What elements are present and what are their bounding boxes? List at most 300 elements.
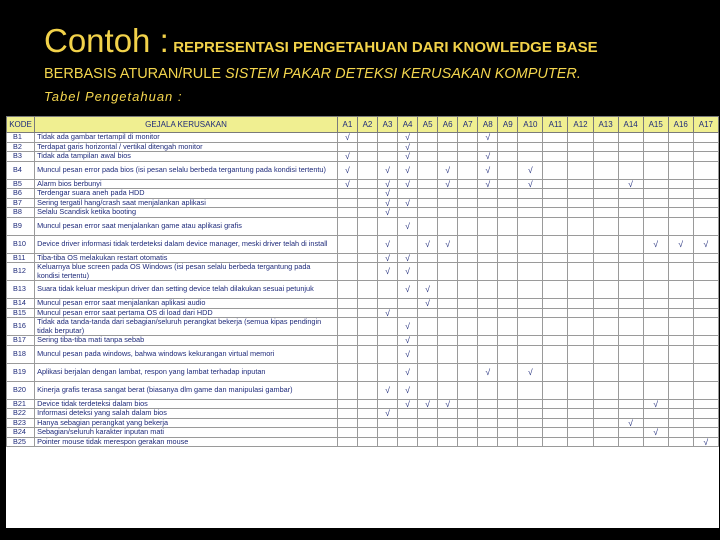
row-kode: B14: [7, 299, 35, 309]
empty-cell: [418, 318, 438, 336]
empty-cell: [618, 217, 643, 235]
check-mark: √: [438, 161, 458, 179]
empty-cell: [357, 179, 377, 189]
row-kode: B25: [7, 437, 35, 447]
row-kode: B4: [7, 161, 35, 179]
empty-cell: [543, 318, 568, 336]
empty-cell: [568, 189, 593, 199]
empty-cell: [668, 281, 693, 299]
empty-cell: [458, 263, 478, 281]
empty-cell: [568, 198, 593, 208]
row-kode: B10: [7, 235, 35, 253]
row-kode: B5: [7, 179, 35, 189]
empty-cell: [478, 308, 498, 318]
empty-cell: [668, 437, 693, 447]
check-mark: √: [478, 363, 498, 381]
empty-cell: [418, 381, 438, 399]
empty-cell: [438, 308, 458, 318]
table-row: [7, 208, 719, 218]
table-row: [7, 381, 719, 399]
empty-cell: [458, 142, 478, 152]
knowledge-table-container: [6, 116, 719, 528]
empty-cell: [643, 437, 668, 447]
empty-cell: [378, 318, 398, 336]
empty-cell: [618, 437, 643, 447]
empty-cell: [618, 363, 643, 381]
check-mark: √: [398, 399, 418, 409]
check-mark: √: [378, 308, 398, 318]
empty-cell: [478, 318, 498, 336]
empty-cell: [518, 409, 543, 419]
empty-cell: [543, 399, 568, 409]
empty-cell: [568, 263, 593, 281]
empty-cell: [543, 217, 568, 235]
empty-cell: [568, 399, 593, 409]
empty-cell: [618, 345, 643, 363]
check-mark: √: [418, 299, 438, 309]
empty-cell: [478, 235, 498, 253]
check-mark: √: [478, 133, 498, 143]
empty-cell: [458, 253, 478, 263]
empty-cell: [543, 142, 568, 152]
empty-cell: [668, 308, 693, 318]
empty-cell: [438, 418, 458, 428]
header-a15: A15: [643, 117, 668, 133]
empty-cell: [543, 308, 568, 318]
header-a8: A8: [478, 117, 498, 133]
empty-cell: [593, 179, 618, 189]
empty-cell: [418, 409, 438, 419]
empty-cell: [693, 336, 718, 346]
slide-title: [44, 22, 598, 60]
row-gejala: Informasi deteksi yang salah dalam bios: [35, 409, 338, 419]
empty-cell: [693, 345, 718, 363]
header-a7: A7: [458, 117, 478, 133]
check-mark: √: [337, 152, 357, 162]
row-gejala: Sebagian/seluruh karakter inputan mati: [35, 428, 338, 438]
header-a11: A11: [543, 117, 568, 133]
empty-cell: [418, 142, 438, 152]
empty-cell: [543, 381, 568, 399]
row-kode: B8: [7, 208, 35, 218]
empty-cell: [668, 318, 693, 336]
check-mark: √: [618, 179, 643, 189]
empty-cell: [568, 381, 593, 399]
empty-cell: [668, 198, 693, 208]
empty-cell: [568, 428, 593, 438]
empty-cell: [458, 179, 478, 189]
check-mark: √: [337, 179, 357, 189]
row-kode: B13: [7, 281, 35, 299]
empty-cell: [438, 189, 458, 199]
header-a16: A16: [668, 117, 693, 133]
empty-cell: [357, 318, 377, 336]
empty-cell: [337, 363, 357, 381]
empty-cell: [693, 409, 718, 419]
empty-cell: [357, 198, 377, 208]
row-gejala: Sering tiba-tiba mati tanpa sebab: [35, 336, 338, 346]
empty-cell: [618, 308, 643, 318]
table-row: [7, 189, 719, 199]
table-row: [7, 299, 719, 309]
empty-cell: [438, 152, 458, 162]
empty-cell: [593, 363, 618, 381]
empty-cell: [643, 299, 668, 309]
empty-cell: [568, 253, 593, 263]
empty-cell: [337, 418, 357, 428]
empty-cell: [357, 399, 377, 409]
row-gejala: Aplikasi berjalan dengan lambat, respon yang lambat terhadap inputan: [35, 363, 338, 381]
empty-cell: [357, 336, 377, 346]
empty-cell: [478, 409, 498, 419]
empty-cell: [357, 133, 377, 143]
empty-cell: [478, 189, 498, 199]
empty-cell: [518, 428, 543, 438]
check-mark: √: [398, 253, 418, 263]
empty-cell: [693, 381, 718, 399]
empty-cell: [498, 198, 518, 208]
check-mark: √: [398, 318, 418, 336]
check-mark: √: [418, 399, 438, 409]
check-mark: √: [378, 198, 398, 208]
empty-cell: [568, 437, 593, 447]
empty-cell: [518, 217, 543, 235]
empty-cell: [378, 336, 398, 346]
empty-cell: [643, 179, 668, 189]
empty-cell: [668, 363, 693, 381]
row-kode: B9: [7, 217, 35, 235]
check-mark: √: [378, 235, 398, 253]
empty-cell: [568, 235, 593, 253]
empty-cell: [668, 152, 693, 162]
empty-cell: [337, 381, 357, 399]
row-gejala: Kinerja grafis terasa sangat berat (biasanya dlm game dan manipulasi gambar): [35, 381, 338, 399]
empty-cell: [643, 133, 668, 143]
empty-cell: [643, 189, 668, 199]
check-mark: √: [398, 336, 418, 346]
row-gejala: Device driver informasi tidak terdeteksi dalam device manager, meski driver telah di install: [35, 235, 338, 253]
empty-cell: [418, 437, 438, 447]
empty-cell: [543, 179, 568, 189]
empty-cell: [357, 299, 377, 309]
empty-cell: [543, 133, 568, 143]
empty-cell: [498, 308, 518, 318]
empty-cell: [618, 142, 643, 152]
empty-cell: [458, 318, 478, 336]
empty-cell: [543, 253, 568, 263]
empty-cell: [398, 418, 418, 428]
empty-cell: [643, 336, 668, 346]
empty-cell: [357, 161, 377, 179]
row-kode: B6: [7, 189, 35, 199]
empty-cell: [518, 381, 543, 399]
empty-cell: [543, 161, 568, 179]
row-gejala: Muncul pesan pada windows, bahwa windows kekurangan virtual memori: [35, 345, 338, 363]
slide-subtitle: [44, 66, 581, 82]
empty-cell: [478, 428, 498, 438]
empty-cell: [498, 217, 518, 235]
empty-cell: [518, 142, 543, 152]
slide-title-sub: REPRESENTASI PENGETAHUAN DARI KNOWLEDGE BASE: [173, 39, 598, 56]
check-mark: √: [378, 381, 398, 399]
empty-cell: [568, 336, 593, 346]
empty-cell: [668, 161, 693, 179]
empty-cell: [593, 299, 618, 309]
empty-cell: [418, 363, 438, 381]
empty-cell: [458, 336, 478, 346]
empty-cell: [498, 399, 518, 409]
empty-cell: [693, 133, 718, 143]
row-kode: B23: [7, 418, 35, 428]
empty-cell: [618, 399, 643, 409]
empty-cell: [543, 409, 568, 419]
check-mark: √: [643, 399, 668, 409]
empty-cell: [357, 263, 377, 281]
empty-cell: [593, 409, 618, 419]
empty-cell: [478, 418, 498, 428]
check-mark: √: [398, 142, 418, 152]
empty-cell: [668, 336, 693, 346]
empty-cell: [498, 179, 518, 189]
row-gejala: Hanya sebagian perangkat yang bekerja: [35, 418, 338, 428]
empty-cell: [337, 299, 357, 309]
empty-cell: [378, 133, 398, 143]
empty-cell: [398, 208, 418, 218]
empty-cell: [518, 299, 543, 309]
check-mark: √: [398, 179, 418, 189]
empty-cell: [438, 253, 458, 263]
empty-cell: [618, 161, 643, 179]
empty-cell: [643, 363, 668, 381]
empty-cell: [568, 152, 593, 162]
empty-cell: [498, 318, 518, 336]
empty-cell: [378, 437, 398, 447]
empty-cell: [518, 235, 543, 253]
row-kode: B2: [7, 142, 35, 152]
empty-cell: [668, 253, 693, 263]
empty-cell: [337, 318, 357, 336]
empty-cell: [593, 418, 618, 428]
empty-cell: [398, 189, 418, 199]
empty-cell: [693, 152, 718, 162]
empty-cell: [568, 281, 593, 299]
empty-cell: [668, 428, 693, 438]
empty-cell: [518, 399, 543, 409]
empty-cell: [438, 142, 458, 152]
empty-cell: [668, 409, 693, 419]
table-row: [7, 318, 719, 336]
table-row: [7, 217, 719, 235]
header-a9: A9: [498, 117, 518, 133]
empty-cell: [438, 208, 458, 218]
empty-cell: [543, 263, 568, 281]
table-row: [7, 437, 719, 447]
header-a17: A17: [693, 117, 718, 133]
empty-cell: [478, 336, 498, 346]
empty-cell: [478, 281, 498, 299]
empty-cell: [357, 409, 377, 419]
header-a2: A2: [357, 117, 377, 133]
empty-cell: [438, 409, 458, 419]
row-gejala: Terdapat garis horizontal / vertikal ditengah monitor: [35, 142, 338, 152]
row-gejala: Device tidak terdeteksi dalam bios: [35, 399, 338, 409]
empty-cell: [593, 142, 618, 152]
empty-cell: [518, 345, 543, 363]
empty-cell: [478, 437, 498, 447]
empty-cell: [337, 281, 357, 299]
empty-cell: [568, 363, 593, 381]
empty-cell: [498, 133, 518, 143]
empty-cell: [418, 198, 438, 208]
empty-cell: [593, 437, 618, 447]
row-gejala: Alarm bios berbunyi: [35, 179, 338, 189]
empty-cell: [693, 281, 718, 299]
check-mark: √: [337, 133, 357, 143]
empty-cell: [543, 345, 568, 363]
empty-cell: [618, 263, 643, 281]
empty-cell: [438, 345, 458, 363]
row-gejala: Tiba-tiba OS melakukan restart otomatis: [35, 253, 338, 263]
empty-cell: [418, 345, 438, 363]
empty-cell: [498, 281, 518, 299]
empty-cell: [498, 418, 518, 428]
empty-cell: [518, 189, 543, 199]
empty-cell: [593, 336, 618, 346]
empty-cell: [418, 253, 438, 263]
check-mark: √: [668, 235, 693, 253]
empty-cell: [568, 418, 593, 428]
empty-cell: [337, 409, 357, 419]
row-kode: B11: [7, 253, 35, 263]
empty-cell: [337, 253, 357, 263]
check-mark: √: [378, 409, 398, 419]
table-row: [7, 263, 719, 281]
empty-cell: [378, 418, 398, 428]
empty-cell: [593, 399, 618, 409]
check-mark: √: [398, 198, 418, 208]
empty-cell: [458, 428, 478, 438]
check-mark: √: [438, 179, 458, 189]
empty-cell: [458, 152, 478, 162]
empty-cell: [498, 263, 518, 281]
empty-cell: [643, 217, 668, 235]
empty-cell: [498, 189, 518, 199]
empty-cell: [438, 363, 458, 381]
empty-cell: [438, 381, 458, 399]
empty-cell: [478, 381, 498, 399]
row-kode: B18: [7, 345, 35, 363]
empty-cell: [418, 217, 438, 235]
empty-cell: [438, 198, 458, 208]
check-mark: √: [398, 263, 418, 281]
check-mark: √: [518, 179, 543, 189]
empty-cell: [543, 189, 568, 199]
empty-cell: [693, 198, 718, 208]
empty-cell: [543, 437, 568, 447]
check-mark: √: [518, 363, 543, 381]
table-row: [7, 235, 719, 253]
empty-cell: [618, 133, 643, 143]
empty-cell: [693, 179, 718, 189]
check-mark: √: [337, 161, 357, 179]
check-mark: √: [378, 189, 398, 199]
empty-cell: [618, 409, 643, 419]
empty-cell: [438, 428, 458, 438]
row-kode: B21: [7, 399, 35, 409]
row-gejala: Terdengar suara aneh pada HDD: [35, 189, 338, 199]
row-gejala: Suara tidak keluar meskipun driver dan setting device telah dilakukan sesuai petunjuk: [35, 281, 338, 299]
row-kode: B22: [7, 409, 35, 419]
empty-cell: [357, 152, 377, 162]
empty-cell: [458, 217, 478, 235]
empty-cell: [458, 161, 478, 179]
empty-cell: [643, 381, 668, 399]
empty-cell: [458, 235, 478, 253]
check-mark: √: [693, 235, 718, 253]
empty-cell: [398, 235, 418, 253]
empty-cell: [458, 399, 478, 409]
empty-cell: [518, 281, 543, 299]
empty-cell: [593, 308, 618, 318]
empty-cell: [568, 208, 593, 218]
table-row: [7, 161, 719, 179]
row-kode: B20: [7, 381, 35, 399]
check-mark: √: [438, 235, 458, 253]
empty-cell: [378, 363, 398, 381]
empty-cell: [498, 381, 518, 399]
check-mark: √: [518, 161, 543, 179]
check-mark: √: [398, 381, 418, 399]
empty-cell: [518, 263, 543, 281]
table-row: [7, 152, 719, 162]
empty-cell: [543, 152, 568, 162]
empty-cell: [518, 152, 543, 162]
empty-cell: [518, 418, 543, 428]
header-a13: A13: [593, 117, 618, 133]
check-mark: √: [418, 281, 438, 299]
empty-cell: [357, 235, 377, 253]
check-mark: √: [438, 399, 458, 409]
empty-cell: [593, 345, 618, 363]
slide-title-main: Contoh :: [44, 22, 169, 59]
table-row: [7, 281, 719, 299]
empty-cell: [643, 263, 668, 281]
empty-cell: [458, 409, 478, 419]
empty-cell: [618, 189, 643, 199]
empty-cell: [478, 263, 498, 281]
check-mark: √: [398, 281, 418, 299]
row-kode: B12: [7, 263, 35, 281]
empty-cell: [337, 345, 357, 363]
empty-cell: [337, 263, 357, 281]
empty-cell: [518, 336, 543, 346]
row-kode: B1: [7, 133, 35, 143]
empty-cell: [618, 253, 643, 263]
row-gejala: Tidak ada gambar tertampil di monitor: [35, 133, 338, 143]
empty-cell: [337, 437, 357, 447]
empty-cell: [593, 133, 618, 143]
empty-cell: [593, 381, 618, 399]
empty-cell: [643, 409, 668, 419]
empty-cell: [543, 336, 568, 346]
empty-cell: [458, 198, 478, 208]
empty-cell: [418, 133, 438, 143]
empty-cell: [418, 263, 438, 281]
check-mark: √: [378, 161, 398, 179]
empty-cell: [618, 336, 643, 346]
row-gejala: Muncul pesan error saat pertama OS di load dari HDD: [35, 308, 338, 318]
empty-cell: [378, 345, 398, 363]
